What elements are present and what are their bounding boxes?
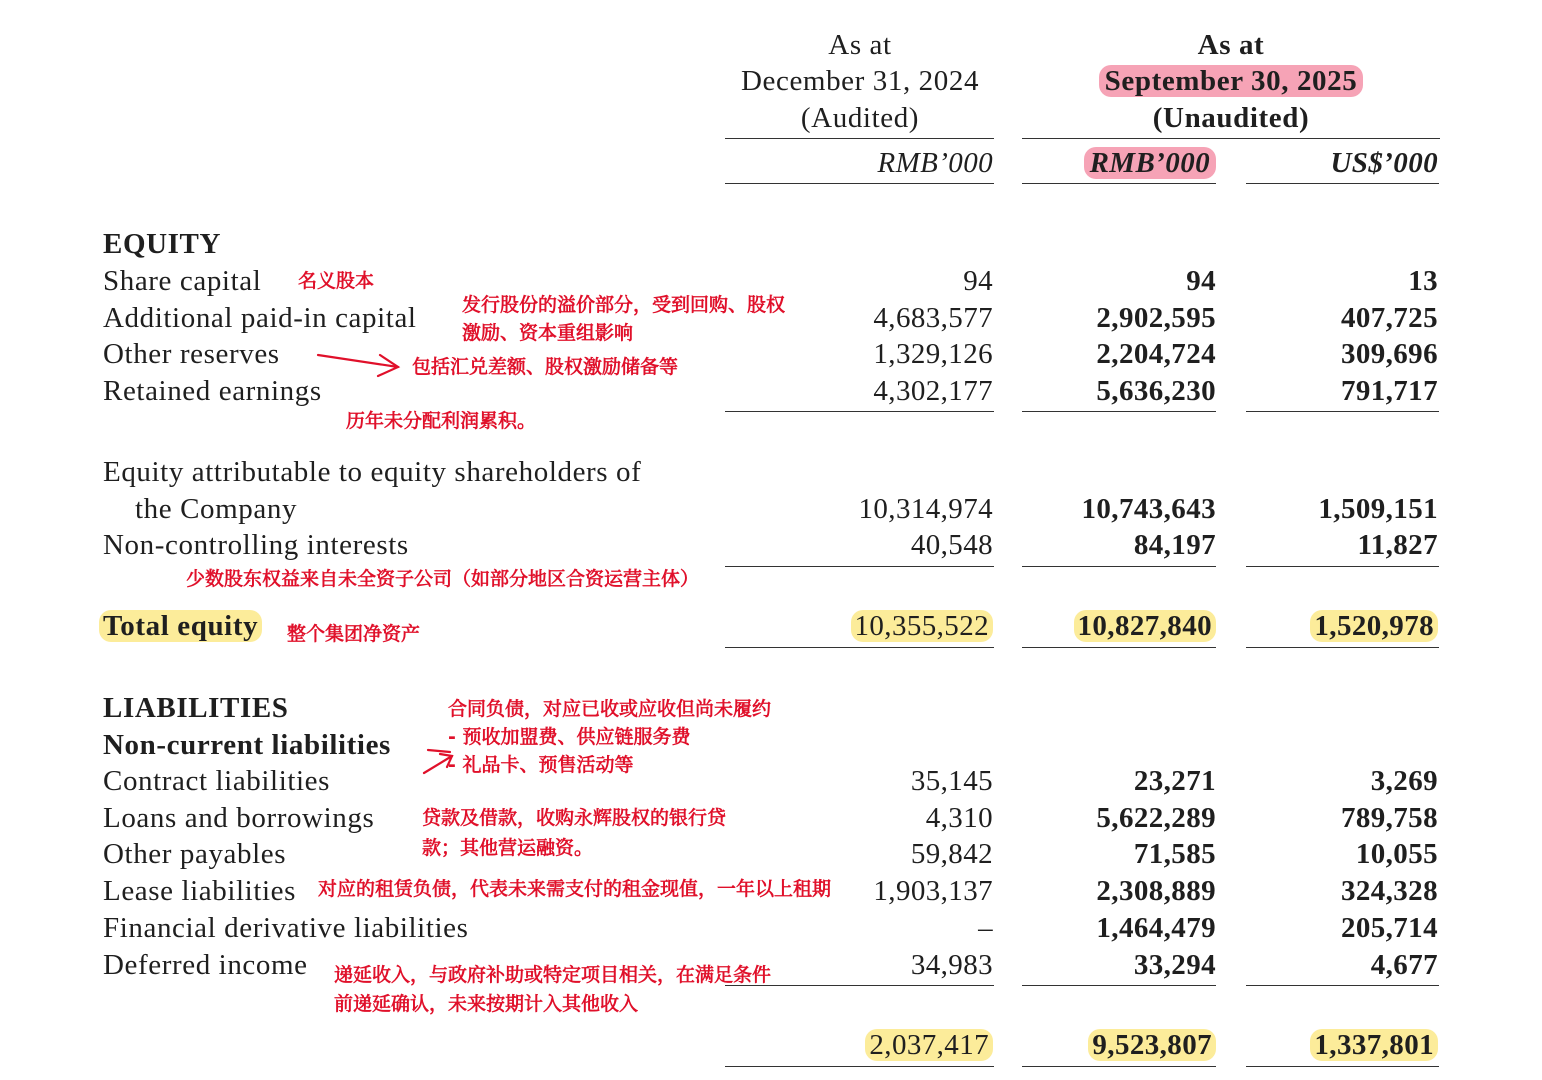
fin-deriv-2025-rmb: 1,464,479 [1096,912,1216,944]
loans-2025-rmb: 5,622,289 [1096,802,1216,834]
col2-unit: RMB’000 [1084,147,1216,179]
nci-2024: 40,548 [910,529,993,561]
col2-header-unaudited: (Unaudited) [1152,102,1310,134]
note-apic-2: 激励、资本重组影响 [462,322,634,344]
contract-liab-2025-usd: 3,269 [1370,765,1438,797]
note-loans-1: 贷款及借款，收购永辉股权的银行贷 [422,807,727,829]
loans-label: Loans and borrowings [103,802,375,834]
note-contract-1: 合同负债，对应已收或应收但尚未履约 [448,698,772,720]
note-share-capital: 名义股本 [298,270,375,292]
other-payables-label: Other payables [103,838,287,870]
col1-header-as-at: As at [828,29,892,61]
deferred-income-label: Deferred income [103,949,308,981]
other-reserves-2025-usd: 309,696 [1340,338,1438,370]
retained-earnings-2025-usd: 791,717 [1340,375,1438,407]
equity-attrib-2025-usd: 1,509,151 [1318,493,1438,525]
apic-label: Additional paid-in capital [103,302,417,334]
loans-2025-usd: 789,758 [1340,802,1438,834]
equity-attrib-label-1: Equity attributable to equity shareholders of [103,456,642,488]
note-contract-2: - 预收加盟费、供应链服务费 [448,726,691,748]
lease-label: Lease liabilities [103,875,296,907]
apic-2025-rmb: 2,902,595 [1096,302,1216,334]
other-payables-2024: 59,842 [910,838,993,870]
note-apic-1: 发行股份的溢价部分，受到回购、股权 [462,294,786,316]
equity-heading: EQUITY [103,228,222,260]
total-equity-label: Total equity [99,610,262,642]
retained-earnings-label: Retained earnings [103,375,322,407]
liab-total-2025-usd: 1,337,801 [1310,1029,1438,1061]
note-contract-3: - 礼品卡、预售活动等 [448,754,634,776]
fin-deriv-label: Financial derivative liabilities [103,912,469,944]
other-payables-2025-usd: 10,055 [1355,838,1438,870]
deferred-income-2025-usd: 4,677 [1370,949,1438,981]
deferred-income-2025-rmb: 33,294 [1133,949,1216,981]
note-deferred-1: 递延收入，与政府补助或特定项目相关，在满足条件 [334,964,772,986]
note-nci: 少数股东权益来自未全资子公司（如部分地区合资运营主体） [186,568,700,590]
note-loans-2: 款；其他营运融资。 [422,837,594,859]
note-other-reserves: 包括汇兑差额、股权激励储备等 [412,356,679,378]
other-reserves-label: Other reserves [103,338,280,370]
fin-deriv-2025-usd: 205,714 [1340,912,1438,944]
apic-2025-usd: 407,725 [1340,302,1438,334]
liabilities-heading: LIABILITIES [103,692,289,724]
contract-liab-2024: 35,145 [910,765,993,797]
col2-header-as-at: As at [1197,29,1265,61]
deferred-income-2024: 34,983 [910,949,993,981]
lease-2025-usd: 324,328 [1340,875,1438,907]
lease-2025-rmb: 2,308,889 [1096,875,1216,907]
liab-total-2025-rmb: 9,523,807 [1088,1029,1216,1061]
col1-header-date: December 31, 2024 [740,65,980,97]
equity-attrib-2024: 10,314,974 [858,493,993,525]
col1-unit: RMB’000 [877,147,993,179]
note-lease: 对应的租赁负债，代表未来需支付的租金现值，一年以上租期 [318,875,833,903]
col2-header-date: September 30, 2025 [1099,65,1364,97]
retained-earnings-2025-rmb: 5,636,230 [1096,375,1216,407]
share-capital-2025-rmb: 94 [1186,265,1216,297]
equity-attrib-2025-rmb: 10,743,643 [1081,493,1216,525]
contract-liab-label: Contract liabilities [103,765,331,797]
other-reserves-2025-rmb: 2,204,724 [1096,338,1216,370]
nci-2025-usd: 11,827 [1357,529,1438,561]
non-current-heading: Non-current liabilities [103,729,391,761]
arrow-up-right-icon [424,754,452,773]
other-payables-2025-rmb: 71,585 [1133,838,1216,870]
share-capital-2025-usd: 13 [1408,265,1438,297]
nci-label: Non-controlling interests [103,529,409,561]
nci-2025-rmb: 84,197 [1133,529,1216,561]
note-retained: 历年未分配利润累积。 [346,410,537,432]
col1-header-audited: (Audited) [800,102,920,134]
share-capital-2024: 94 [963,265,993,297]
share-capital-label: Share capital [103,265,262,297]
retained-earnings-2024: 4,302,177 [873,375,993,407]
col3-unit: US$’000 [1330,147,1438,179]
apic-2024: 4,683,577 [873,302,993,334]
total-equity-2025-rmb: 10,827,840 [1074,610,1217,642]
note-deferred-2: 前递延确认，未来按期计入其他收入 [334,993,639,1015]
other-reserves-2024: 1,329,126 [873,338,993,370]
note-total-equity: 整个集团净资产 [287,623,421,645]
total-equity-2025-usd: 1,520,978 [1310,610,1438,642]
loans-2024: 4,310 [925,802,993,834]
lease-2024: 1,903,137 [873,875,993,907]
arrow-right-icon [318,355,398,376]
fin-deriv-2024: – [978,912,993,944]
equity-attrib-label-2: the Company [135,493,298,525]
liab-total-2024: 2,037,417 [865,1029,993,1061]
total-equity-2024: 10,355,522 [851,610,994,642]
arrow-up-right-icon [428,750,450,752]
contract-liab-2025-rmb: 23,271 [1133,765,1216,797]
